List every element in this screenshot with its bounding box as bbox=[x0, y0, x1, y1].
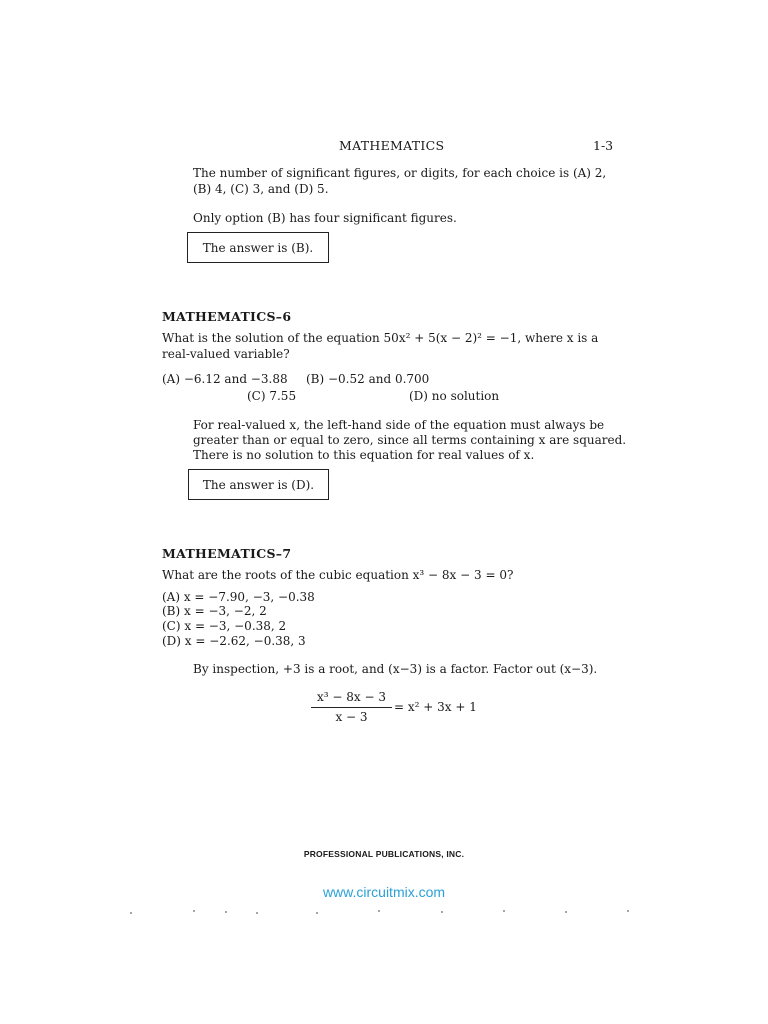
answer-text: The answer is (B). bbox=[202, 240, 314, 255]
m6-option-a: (A) −6.12 and −3.88 bbox=[162, 372, 288, 386]
publisher-footer: PROFESSIONAL PUBLICATIONS, INC. bbox=[303, 849, 465, 859]
answer-text: The answer is (D). bbox=[202, 477, 315, 492]
watermark-url: www.circuitmix.com bbox=[322, 884, 446, 900]
fraction-denominator: x − 3 bbox=[335, 710, 368, 724]
m7-division-equation bbox=[311, 690, 477, 725]
equation-rhs: = x² + 3x + 1 bbox=[393, 700, 477, 714]
page-number: 1-3 bbox=[593, 138, 614, 153]
answer-box-d bbox=[188, 469, 329, 500]
fraction-numerator: x³ − 8x − 3 bbox=[311, 690, 392, 708]
m7-option-c: (C) x = −3, −0.38, 2 bbox=[162, 619, 287, 633]
running-header-title: MATHEMATICS bbox=[339, 138, 445, 153]
m7-option-b: (B) x = −3, −2, 2 bbox=[162, 604, 267, 618]
prev-solution-line-2: (B) 4, (C) 3, and (D) 5. bbox=[193, 182, 329, 196]
answer-box-b bbox=[187, 232, 329, 263]
m7-option-a: (A) x = −7.90, −3, −0.38 bbox=[162, 590, 315, 604]
m6-question-line-2: real-valued variable? bbox=[162, 347, 290, 361]
problem-heading-m6: MATHEMATICS–6 bbox=[162, 309, 292, 324]
fraction bbox=[311, 690, 392, 725]
m6-solution-line-1: For real-valued x, the left-hand side of the equation must always be bbox=[193, 418, 605, 432]
m6-option-c: (C) 7.55 bbox=[247, 389, 297, 403]
prev-solution-line-1: The number of significant figures, or digits, for each choice is (A) 2, bbox=[193, 166, 607, 180]
m7-option-d: (D) x = −2.62, −0.38, 3 bbox=[162, 634, 306, 648]
m6-question-line-1: What is the solution of the equation 50x² + 5(x − 2)² = −1, where x is a bbox=[162, 331, 599, 345]
m6-option-d: (D) no solution bbox=[409, 389, 500, 403]
prev-solution-line-3: Only option (B) has four significant figures. bbox=[193, 211, 457, 225]
m6-option-b: (B) −0.52 and 0.700 bbox=[306, 372, 430, 386]
m7-solution-line-1: By inspection, +3 is a root, and (x−3) is a factor. Factor out (x−3). bbox=[193, 662, 598, 676]
m6-solution-line-2: greater than or equal to zero, since all terms containing x are squared. bbox=[193, 433, 627, 447]
problem-heading-m7: MATHEMATICS–7 bbox=[162, 546, 292, 561]
m7-question: What are the roots of the cubic equation x³ − 8x − 3 = 0? bbox=[162, 568, 514, 582]
m6-solution-line-3: There is no solution to this equation for real values of x. bbox=[193, 448, 535, 462]
